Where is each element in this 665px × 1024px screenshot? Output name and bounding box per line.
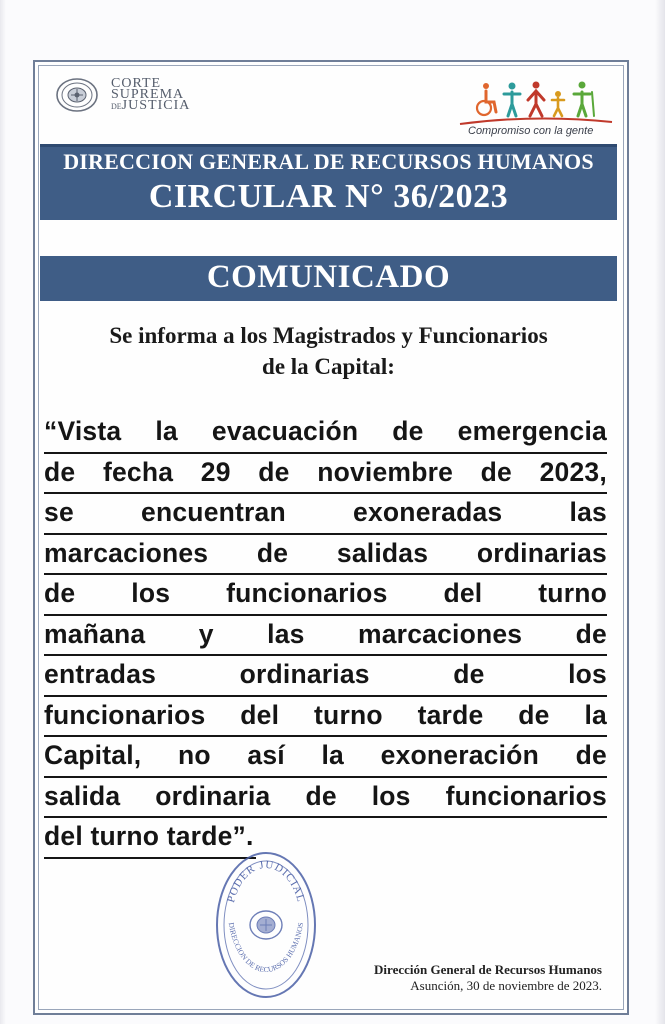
body-word: marcaciones: [44, 537, 209, 568]
body-word: salidas: [336, 537, 429, 568]
body-word: las: [569, 497, 607, 527]
body-word: ordinarias: [239, 659, 370, 689]
body-word: de: [258, 456, 290, 487]
body-word: los: [568, 659, 607, 689]
body-word: se: [44, 497, 74, 527]
seal-icon: [55, 77, 99, 113]
body-line: [44, 697, 607, 738]
body-word: exoneración: [380, 740, 539, 770]
body-line: [44, 454, 607, 495]
body-word: turno: [314, 699, 383, 730]
body-line: del turno tarde”.: [44, 818, 256, 859]
body-word: 29: [200, 456, 231, 487]
body-word: del: [443, 578, 483, 608]
body-word: funcionarios: [44, 699, 206, 730]
body-word: así: [247, 740, 285, 770]
body-word: marcaciones: [357, 618, 523, 649]
circular-number: CIRCULAR N° 36/2023: [148, 178, 509, 215]
body-word: ordinarias: [476, 537, 607, 568]
compromiso-text: Compromiso con la gente: [468, 125, 594, 137]
body-word: salida: [44, 780, 121, 811]
body-line: [44, 778, 607, 819]
body-word: 2023,: [539, 456, 607, 487]
body-word: entradas: [44, 659, 157, 689]
stamp-seal-icon: [250, 911, 282, 939]
body-word: noviembre: [317, 456, 454, 487]
body-word: encuentran: [141, 497, 286, 527]
signature-block: [300, 962, 602, 994]
body-word: de: [480, 456, 512, 487]
csj-logo-line: SUPREMA: [111, 87, 185, 102]
body-word: funcionarios: [226, 578, 388, 608]
body-word: la: [321, 740, 344, 770]
body-word: de: [256, 537, 289, 568]
body-line: [44, 575, 607, 616]
stamp-top-text: PODER JUDICIAL: [225, 858, 307, 904]
body-word: de: [44, 456, 76, 487]
body-word: “Vista: [44, 416, 122, 446]
signature-date: Asunción, 30 de noviembre de 2023.: [410, 978, 602, 993]
body-word: turno: [538, 578, 607, 608]
body-word: los: [131, 578, 171, 608]
body-word: tarde: [417, 699, 484, 730]
body-word: de: [575, 618, 607, 649]
intro-line: de la Capital:: [262, 354, 395, 379]
csj-logo-line: CORTE: [111, 76, 162, 91]
body-word: la: [155, 416, 178, 446]
comunicado-banner: [40, 256, 617, 301]
csj-logo-text: [111, 78, 190, 112]
body-line: [44, 616, 607, 657]
header-banner: [40, 144, 617, 220]
body-word: fecha: [102, 456, 174, 487]
body-line: [44, 737, 607, 778]
intro-paragraph: [40, 320, 617, 382]
signature-department: Dirección General de Recursos Humanos: [374, 962, 602, 977]
body-word: la: [584, 699, 607, 730]
corte-suprema-logo: [55, 77, 225, 117]
body-line: [44, 494, 607, 535]
body-word: de: [518, 699, 550, 730]
body-line: [44, 535, 607, 576]
body-word: de: [392, 416, 424, 446]
body-word: exoneradas: [353, 497, 503, 527]
body-word: de: [44, 578, 76, 608]
intro-line: Se informa a los Magistrados y Funcionarios: [109, 323, 548, 348]
body-word: Capital,: [44, 740, 142, 770]
body-word: las: [267, 618, 305, 649]
body-word: emergencia: [457, 416, 607, 446]
people-figures-icon: [474, 80, 604, 120]
compromiso-logo: [456, 80, 616, 140]
body-word: no: [177, 740, 211, 770]
body-word: del: [240, 699, 280, 730]
body-word: funcionarios: [445, 780, 607, 811]
body-word: de: [453, 659, 485, 689]
stamp-bottom-text: DIRECCION DE RECURSOS HUMANOS: [226, 921, 306, 975]
body-line: [44, 413, 607, 454]
body-word: ordinaria: [155, 780, 271, 811]
comunicado-title: COMUNICADO: [206, 259, 451, 295]
announcement-body: [44, 413, 607, 859]
csj-logo-line: DE: [111, 102, 122, 111]
body-word: mañana: [44, 618, 146, 649]
csj-logo-line: JUSTICIA: [121, 98, 191, 113]
body-word: los: [371, 780, 411, 811]
body-word: y: [198, 618, 214, 649]
department-title: DIRECCION GENERAL DE RECURSOS HUMANOS: [63, 149, 594, 174]
body-word: de: [305, 780, 337, 811]
body-word: de: [575, 740, 607, 770]
body-line: [44, 656, 607, 697]
body-word: evacuación: [211, 416, 359, 446]
